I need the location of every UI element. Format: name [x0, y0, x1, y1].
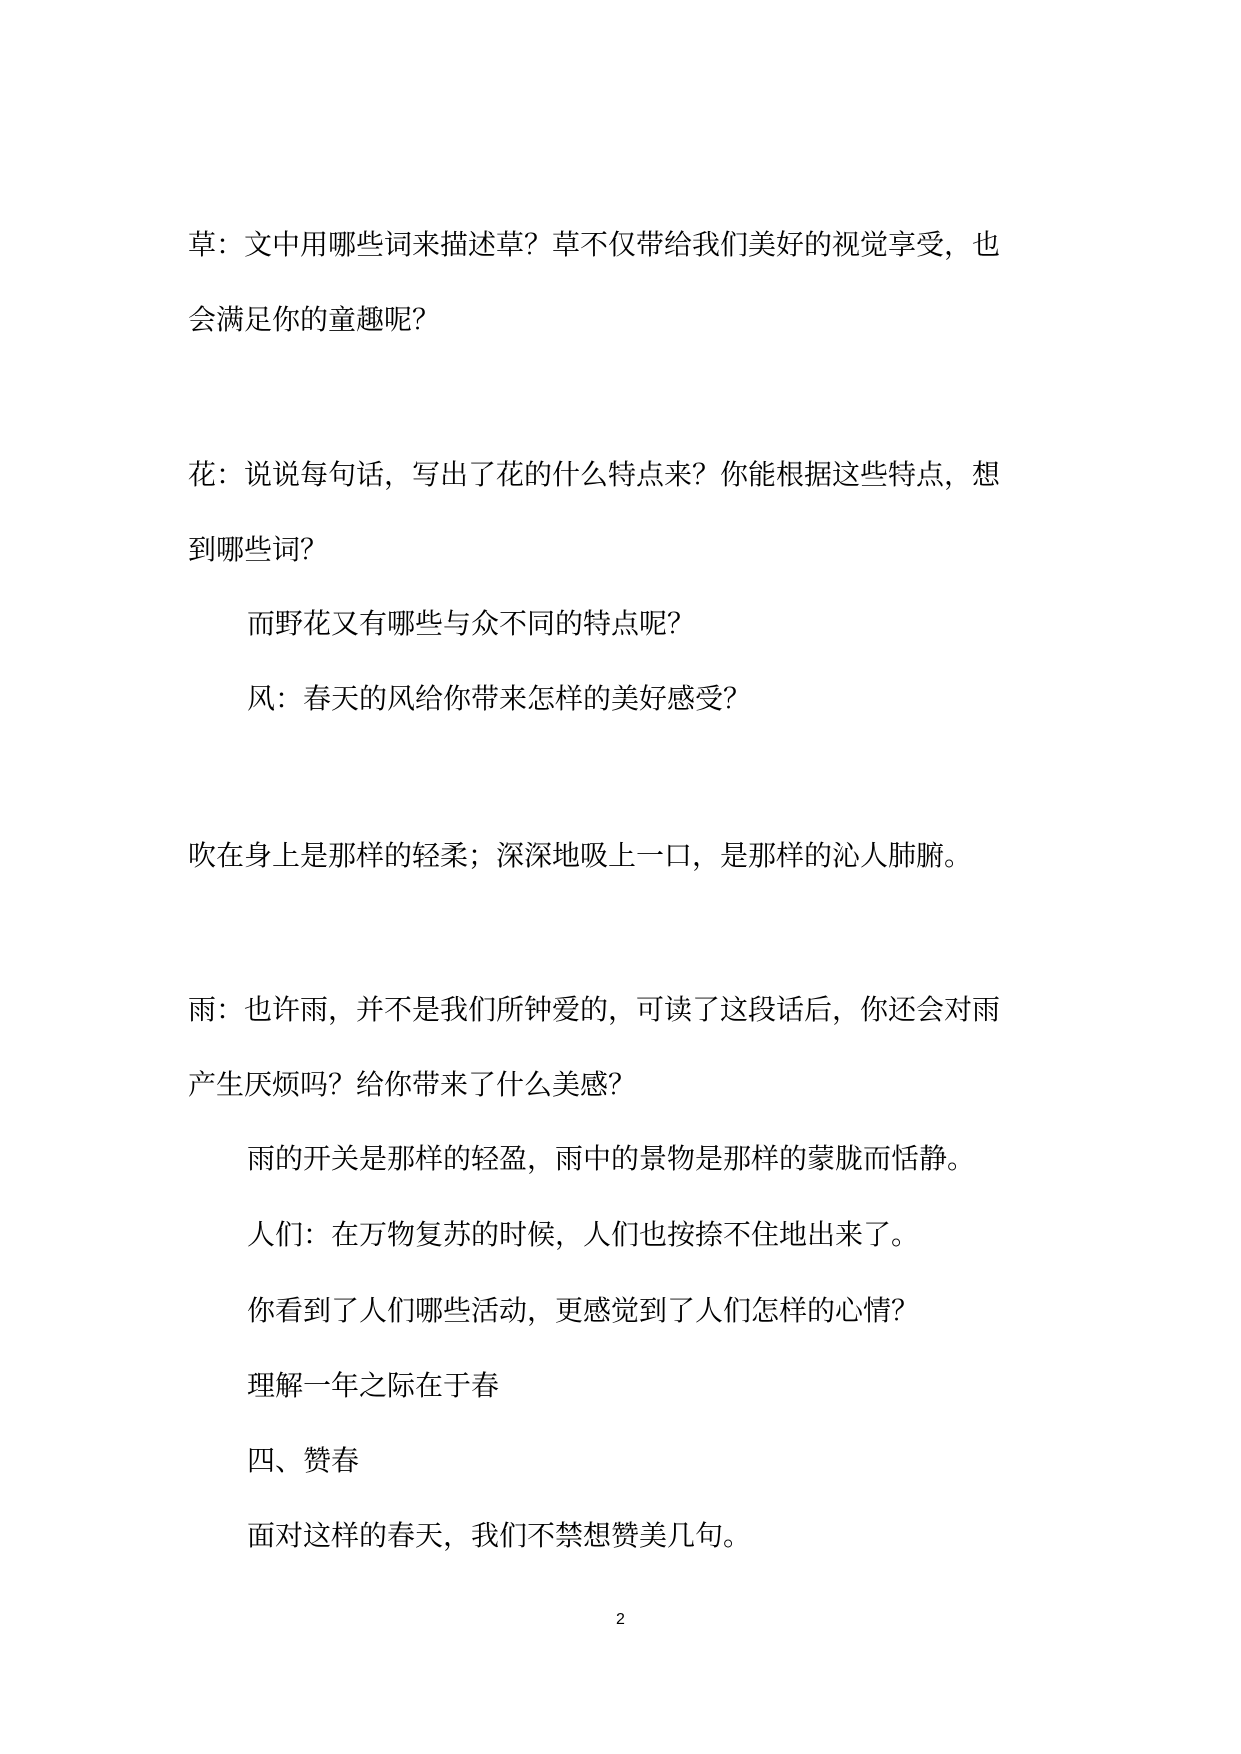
- text-line-rain-question: 雨：也许雨，并不是我们所钟爱的，可读了这段话后，你还会对雨: [188, 993, 1001, 1026]
- text-line-flower-question-cont: 到哪些词？: [188, 533, 329, 566]
- text-line-praise: 面对这样的春天，我们不禁想赞美几句。: [247, 1519, 752, 1552]
- text-line-rain-question-cont: 产生厌烦吗？给你带来了什么美感？: [188, 1068, 637, 1101]
- text-line-people: 人们：在万物复苏的时候，人们也按捺不住地出来了。: [247, 1218, 920, 1251]
- text-line-understand-spring: 理解一年之际在于春: [247, 1369, 500, 1402]
- text-line-grass-question: 草：文中用哪些词来描述草？草不仅带给我们美好的视觉享受，也: [188, 228, 1001, 261]
- page-number: 2: [616, 1611, 625, 1628]
- section-heading-praise-spring: 四、赞春: [247, 1444, 360, 1477]
- text-line-wind-question: 风：春天的风给你带来怎样的美好感受？: [247, 682, 752, 715]
- text-line-wildflower-question: 而野花又有哪些与众不同的特点呢？: [247, 607, 696, 640]
- text-line-wind-answer: 吹在身上是那样的轻柔；深深地吸上一口，是那样的沁人肺腑。: [188, 839, 973, 872]
- text-line-flower-question: 花：说说每句话，写出了花的什么特点来？你能根据这些特点，想: [188, 458, 1001, 491]
- text-line-rain-answer: 雨的开关是那样的轻盈，雨中的景物是那样的蒙胧而恬静。: [247, 1142, 976, 1175]
- text-line-grass-question-cont: 会满足你的童趣呢？: [188, 303, 441, 336]
- text-line-people-question: 你看到了人们哪些活动，更感觉到了人们怎样的心情？: [247, 1294, 920, 1327]
